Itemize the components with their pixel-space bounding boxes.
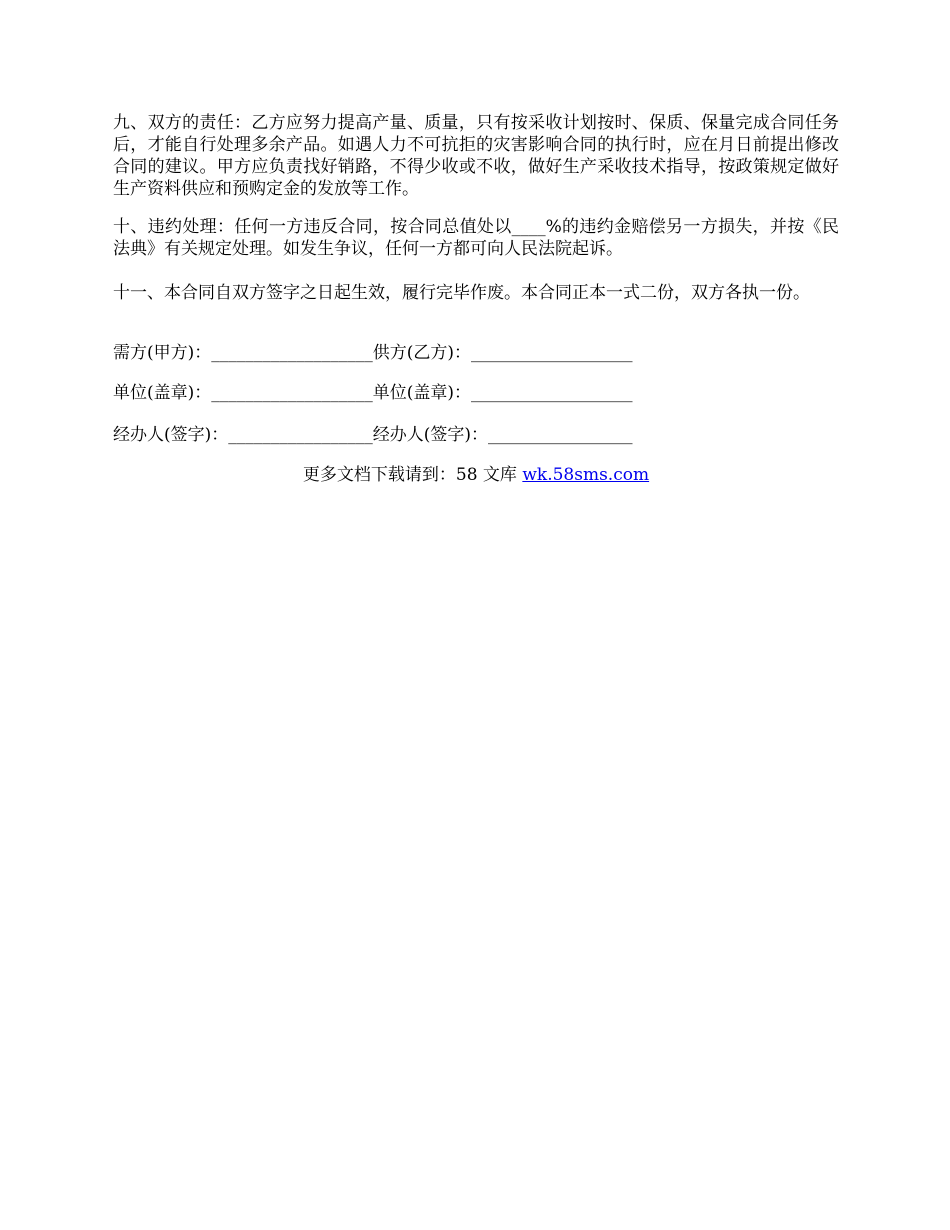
footer-link[interactable]: wk.58sms.com [522, 465, 650, 485]
download-footer [113, 464, 839, 486]
clause-10-paragraph: 十、违约处理：任何一方违反合同，按合同总值处以____%的违约金赔偿另一方损失，并按《民法典》有关规定处理。如发生争议，任何一方都可向人民法院起诉。 [113, 217, 839, 259]
clause-11-paragraph: 十一、本合同自双方签字之日起生效，履行完毕作废。本合同正本一式二份，双方各执一份。 [113, 283, 810, 303]
footer-text: 更多文档下载请到：58 文库 [302, 465, 523, 485]
signature-line-units: 单位(盖章)：___________________单位(盖章)：___________________ [113, 383, 633, 403]
signature-line-agents: 经办人(签字)：_________________经办人(签字)：_________________ [113, 425, 633, 445]
clause-9-paragraph: 九、双方的责任：乙方应努力提高产量、质量，只有按采收计划按时、保质、保量完成合同任务后，才能自行处理多余产品。如遇人力不可抗拒的灾害影响合同的执行时，应在月日前提出修改合同的建议。甲方应负责找好销路，不得少收或不收，做好生产采收技术指导，按政策规定做好生产资料供应和预购定金的发放等工作。 [113, 113, 839, 199]
signature-line-parties: 需方(甲方)：___________________供方(乙方)：___________________ [113, 343, 633, 363]
